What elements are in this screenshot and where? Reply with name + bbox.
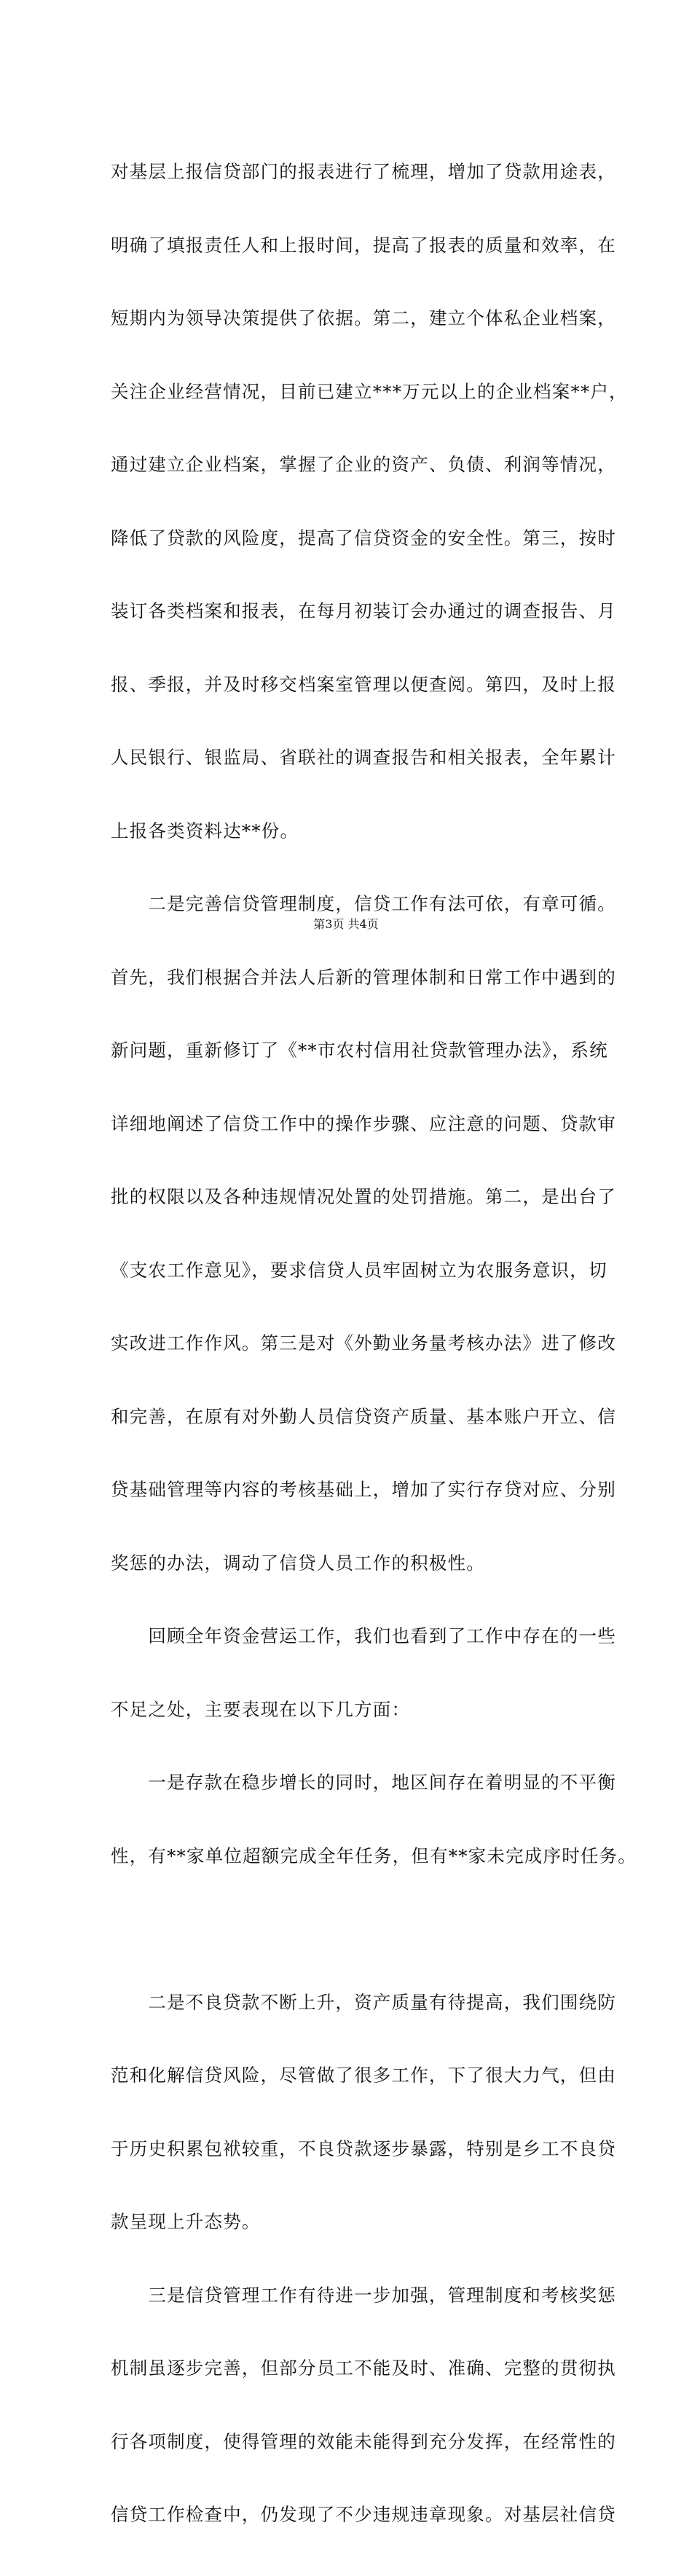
text-line: 关注企业经营情况，目前已建立***万元以上的企业档案**户， — [111, 380, 628, 402]
page-footer — [0, 915, 692, 932]
paragraph-gap — [111, 1917, 621, 1941]
text-line: 行各项制度，使得管理的效能未能得到充分发挥，在经常性的 — [111, 2430, 616, 2452]
text-line: 详细地阐述了信贷工作中的操作步骤、应注意的问题、贷款审 — [111, 1112, 616, 1134]
text-line: 不足之处，主要表现在以下几方面： — [111, 1698, 411, 1720]
text-line: 和完善，在原有对外勤人员信贷资产质量、基本账户开立、信 — [111, 1405, 616, 1427]
document-body — [111, 111, 637, 2576]
text-line: 二是完善信贷管理制度，信贷工作有法可依，有章可循。 — [111, 893, 616, 914]
text-line: 人民银行、银监局、省联社的调查报告和相关报表，全年累计 — [111, 747, 616, 768]
text-line: 装订各类档案和报表，在每月初装订会办通过的调查报告、月 — [111, 600, 616, 621]
text-line: 款呈现上升态势。 — [111, 2211, 261, 2232]
text-line: 回顾全年资金营运工作，我们也看到了工作中存在的一些 — [111, 1625, 616, 1646]
text-line: 机制虽逐步完善，但部分员工不能及时、准确、完整的贯彻执 — [111, 2357, 616, 2379]
text-line: 奖惩的办法，调动了信贷人员工作的积极性。 — [111, 1552, 485, 1574]
text-line: 性，有**家单位超额完成全年任务，但有**家未完成序时任务。 — [111, 1845, 637, 1866]
text-line: 二是不良贷款不断上升，资产质量有待提高，我们围绕防 — [111, 1991, 616, 2013]
text-line: 一是存款在稳步增长的同时，地区间存在着明显的不平衡 — [111, 1772, 616, 1793]
text-line: 首先，我们根据合并法人后新的管理体制和日常工作中遇到的 — [111, 966, 616, 988]
text-line: 上报各类资料达**份。 — [111, 820, 299, 841]
text-line: 短期内为领导决策提供了依据。第二，建立个体私企业档案， — [111, 307, 616, 329]
page-number-label: 第3页 共4页 — [313, 917, 379, 931]
text-line: 实改进工作作风。第三是对《外勤业务量考核办法》进了修改 — [111, 1332, 616, 1354]
text-line: 报、季报，并及时移交档案室管理以便查阅。第四，及时上报 — [111, 673, 616, 695]
text-line: 《支农工作意见》，要求信贷人员牢固树立为农服务意识，切 — [111, 1259, 608, 1281]
text-line: 信贷工作检查中，仍发现了不少违规违章现象。对基层社信贷 — [111, 2504, 616, 2525]
text-line: 三是信贷管理工作有待进一步加强，管理制度和考核奖惩 — [111, 2284, 616, 2306]
text-line: 于历史积累包袱较重，不良贷款逐步暴露，特别是乡工不良贷 — [111, 2137, 616, 2159]
text-line: 范和化解信贷风险，尽管做了很多工作，下了很大力气，但由 — [111, 2065, 616, 2086]
text-line: 通过建立企业档案，掌握了企业的资产、负债、利润等情况， — [111, 454, 616, 475]
text-line: 贷基础管理等内容的考核基础上，增加了实行存贷对应、分别 — [111, 1479, 616, 1500]
text-line: 明确了填报责任人和上报时间，提高了报表的质量和效率，在 — [111, 234, 616, 256]
text-line: 对基层上报信贷部门的报表进行了梳理，增加了贷款用途表， — [111, 161, 616, 182]
text-line: 批的权限以及各种违规情况处置的处罚措施。第二，是出台了 — [111, 1186, 616, 1207]
text-line: 新问题，重新修订了《**市农村信用社贷款管理办法》，系统 — [111, 1040, 608, 1061]
text-line: 降低了贷款的风险度，提高了信贷资金的安全性。第三，按时 — [111, 527, 616, 549]
